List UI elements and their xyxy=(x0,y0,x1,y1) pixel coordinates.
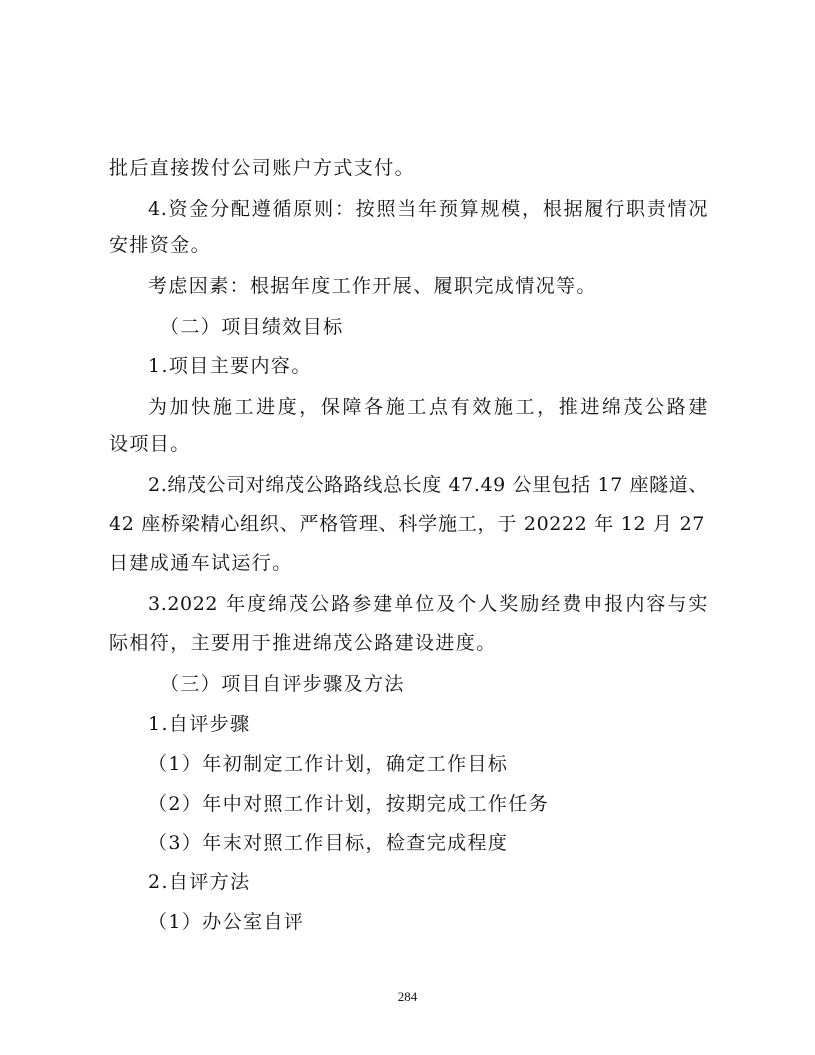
body-text-line: 2.自评方法 xyxy=(148,871,251,893)
body-text-line: （3）年末对照工作目标，检查完成程度 xyxy=(148,832,509,854)
body-text-line: 日建成通车试运行。 xyxy=(109,552,293,574)
body-text-line: （1）年初制定工作计划，确定工作目标 xyxy=(148,753,509,775)
body-text-line: 设项目。 xyxy=(109,433,191,455)
body-text-line: 2.绵茂公司对绵茂公路路线总长度 47.49 公里包括 17 座隧道、 xyxy=(148,474,708,496)
body-text-line: 3.2022 年度绵茂公路参建单位及个人奖励经费申报内容与实 xyxy=(148,593,708,615)
body-text-line: 1.自评步骤 xyxy=(148,713,251,735)
section-heading: （二）项目绩效目标 xyxy=(160,316,344,338)
page-number: 284 xyxy=(397,989,418,1004)
body-text-line: 安排资金。 xyxy=(109,234,212,256)
body-text-line: 1.项目主要内容。 xyxy=(148,355,312,377)
body-text-line: 考虑因素：根据年度工作开展、履职完成情况等。 xyxy=(148,275,597,297)
body-text-line: （2）年中对照工作计划，按期完成工作任务 xyxy=(148,793,550,815)
section-heading: （三）项目自评步骤及方法 xyxy=(160,673,405,695)
body-text-line: 批后直接拨付公司账户方式支付。 xyxy=(109,157,416,179)
body-text-line: 4.资金分配遵循原则：按照当年预算规模，根据履行职责情况 xyxy=(148,198,708,220)
body-text-line: 为加快施工进度，保障各施工点有效施工，推进绵茂公路建 xyxy=(148,396,708,418)
body-text-line: 际相符，主要用于推进绵茂公路建设进度。 xyxy=(109,632,497,654)
body-text-line: （1）办公室自评 xyxy=(148,911,305,933)
body-text-line: 42 座桥梁精心组织、严格管理、科学施工，于 20222 年 12 月 27 xyxy=(109,513,705,535)
